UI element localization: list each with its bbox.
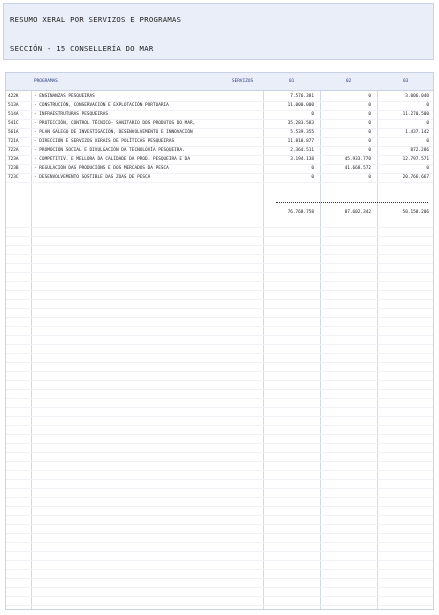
program-code: 561A [8,130,19,135]
program-code: 722A [8,148,19,153]
value-03: 0 [426,139,429,144]
header-col-02: 02 [346,79,352,84]
value-01: 7.576.381 [290,94,314,99]
table-row [6,173,433,183]
value-01: 2.364.511 [290,148,314,153]
program-description: - INFRAESTRUTURAS PESQUEIRAS [34,112,109,117]
value-02: 0 [368,130,371,135]
program-code: 721A [8,139,19,144]
program-code: 422K [8,94,19,99]
value-03: 11.270.500 [402,112,429,117]
header-col-03: 03 [403,79,409,84]
empty-row [6,596,433,606]
value-01: 0 [311,175,314,180]
value-02: 0 [368,112,371,117]
value-02: 41.668.572 [344,166,371,171]
program-description: - CONSTRUCIÓN, CONSERVACIÓN E EXPLOTACIÓN PORTUARIA [34,103,169,108]
program-description: - DIRECCIÓN E SERVIZOS XERAIS DE POLÍTICAS PESQUEIRAS [34,139,175,144]
value-01: 35.283.583 [287,121,314,126]
totals-separator [276,202,428,203]
value-03: 0 [426,103,429,108]
value-01: 11.810.877 [287,139,314,144]
program-description: - PROTECCIÓN, CONTROL TÉCNICO- SANITARIO DOS PRODUTOS DO MAR, [34,121,196,126]
value-03: 1.437.142 [405,130,429,135]
header-servizos: SERVIZOS [232,79,254,84]
value-01: 3.194.138 [290,157,314,162]
program-description: - PROMOCIÓN SOCIAL E DIVULGACIÓN DA TECNOLOXÍA PESQUEIRA. [34,148,185,153]
header-col-01: 01 [289,79,295,84]
value-03: 3.006.040 [405,94,429,99]
value-03: 20.766.667 [402,175,429,180]
value-02: 0 [368,175,371,180]
report-title: RESUMO XERAL POR SERVIZOS E PROGRAMAS [10,15,182,24]
totals-row [6,208,433,217]
value-03: 12.797.571 [402,157,429,162]
section-title: SECCIÓN - 15 CONSELLERÍA DO MAR [10,44,154,53]
program-code: 513A [8,103,19,108]
program-description: - PLAN GALEGO DE INVESTIGACIÓN, DESENVOLVEMENTO E INNOVACIÓN [34,130,193,135]
value-01: 0 [311,112,314,117]
program-description: - REGULACIÓN DAS PRODUCIÓNS E DOS MERCADOS DA PESCA [34,166,169,171]
total-03: 50.150.206 [402,210,429,215]
value-03: 872.286 [410,148,429,153]
header-programas: PROGRAMAS [34,79,58,84]
value-02: 0 [368,103,371,108]
value-02: 45.933.770 [344,157,371,162]
value-02: 0 [368,148,371,153]
program-description: - ENSINANZAS PESQUEIRAS [34,94,95,99]
table-header [6,73,433,91]
value-02: 0 [368,121,371,126]
program-code: 541C [8,121,19,126]
value-01: 0 [311,166,314,171]
program-code: 723B [8,166,19,171]
total-01: 76.768.758 [287,210,314,215]
program-code: 723A [8,157,19,162]
value-03: 0 [426,121,429,126]
program-code: 723C [8,175,19,180]
value-01: 5.539.355 [290,130,314,135]
value-02: 0 [368,94,371,99]
value-03: 0 [426,166,429,171]
program-description: - DESENVOLVEMENTO SOSTIBLE DAS ZOAS DE PESCA [34,175,151,180]
total-02: 87.602.342 [344,210,371,215]
summary-table [5,72,434,610]
program-description: - COMPETITIV. E MELLORA DA CALIDADE DA PROD. PESQUEIRA E DA [34,157,190,162]
report-header [3,3,434,60]
program-code: 514A [8,112,19,117]
value-01: 11.000.000 [287,103,314,108]
value-02: 0 [368,139,371,144]
